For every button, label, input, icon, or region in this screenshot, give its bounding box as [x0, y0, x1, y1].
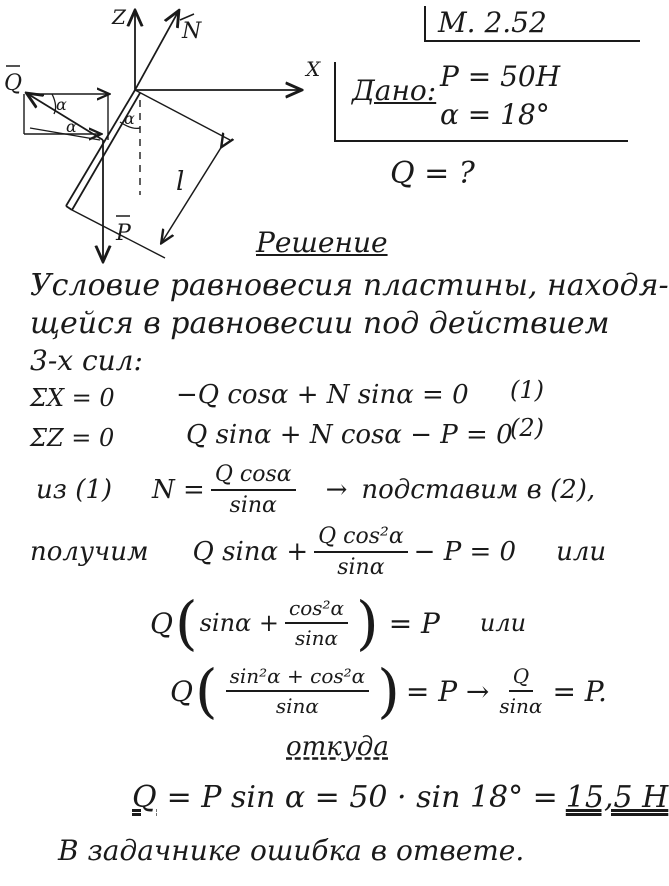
from1-arrow: →: [325, 475, 348, 505]
step3-rhs: = P: [388, 606, 440, 640]
plate-end: [66, 206, 72, 210]
length-arrow: [162, 146, 222, 242]
step4-paren-open: (: [194, 657, 218, 725]
get-rhs: − P = 0: [413, 537, 517, 567]
result-q: Q: [132, 780, 157, 815]
step4-den2: sinα: [499, 694, 543, 718]
step3-paren-close: ): [356, 589, 379, 657]
step4-mid: = P →: [405, 674, 490, 708]
step4-q: Q: [170, 674, 193, 708]
problem-id-box: [424, 6, 640, 42]
n-vector-label: N: [182, 19, 202, 44]
intro-line-3: 3-х сил:: [30, 344, 143, 377]
given-label: Дано:: [352, 74, 437, 107]
from1-suffix: подставим в (2),: [361, 475, 596, 505]
get-line: [30, 524, 606, 580]
get-fraction: [314, 524, 408, 580]
eq2-lhs: ΣZ = 0: [30, 424, 115, 452]
result-value: 15,5 H: [565, 780, 669, 815]
eq2-tag: (2): [510, 414, 544, 442]
x-axis-label: X: [306, 57, 321, 81]
length-label: l: [176, 167, 185, 197]
p-vector-label: P: [116, 221, 131, 246]
step4-paren-close: ): [377, 657, 400, 725]
step3-paren-open: (: [174, 589, 198, 657]
q-vector-label: Q: [4, 71, 23, 96]
eq1-rhs: −Q cosα + N sinα = 0: [176, 380, 469, 410]
step3-line: [150, 589, 527, 657]
step4-den: sinα: [275, 694, 319, 718]
from1-fraction: [211, 462, 296, 518]
from1-n-eq: N =: [152, 475, 205, 505]
alpha-label-3: α: [124, 109, 135, 128]
step4-num: sin²α + cos²α: [226, 664, 370, 692]
alpha-label-2: α: [66, 117, 77, 136]
n-vector: [135, 12, 178, 90]
eq1-lhs: ΣX = 0: [30, 384, 115, 412]
step4-fraction-2: [495, 664, 546, 718]
step3-inner: sinα +: [199, 609, 280, 637]
get-suffix: или: [556, 537, 607, 567]
errata-note: В задачнике ошибка в ответе.: [58, 834, 525, 867]
intro-line-2: щейся в равновесии под действием: [30, 306, 610, 341]
step4-line: [170, 657, 607, 725]
get-den: sinα: [337, 555, 385, 580]
eq2-rhs: Q sinα + N cosα − P = 0: [186, 420, 513, 450]
given-question: Q = ?: [390, 156, 475, 191]
eq1-tag: (1): [510, 376, 544, 404]
get-lhs: Q sinα +: [192, 537, 309, 567]
step3-num: cos²α: [285, 596, 348, 624]
step3-q: Q: [150, 606, 173, 640]
result-line: [132, 780, 668, 815]
incline-line: [135, 90, 230, 140]
get-num: Q cos²α: [314, 524, 408, 553]
hence-text: откуда: [286, 732, 389, 762]
result-expr: = P sin α = 50 · sin 18° =: [166, 780, 558, 815]
given-alpha: α = 18°: [440, 98, 550, 131]
from1-num: Q cosα: [211, 462, 296, 491]
plate-edge-1: [66, 90, 135, 206]
get-prefix: получим: [30, 537, 149, 567]
from1-prefix: из (1): [36, 475, 113, 505]
alpha-label-1: α: [56, 95, 67, 114]
problem-id: M. 2.52: [438, 6, 547, 39]
step3-suffix: или: [479, 609, 527, 637]
intro-line-1: Условие равновесия пластины, находя-: [30, 268, 669, 303]
step4-fraction: [226, 664, 370, 718]
from1-line: [36, 462, 595, 518]
solution-title: Решение: [256, 226, 388, 259]
step4-num2: Q: [509, 664, 533, 692]
step3-den: sinα: [295, 626, 339, 650]
step4-rhs: = P.: [552, 674, 607, 708]
given-p: P = 50H: [440, 60, 561, 93]
step3-fraction: [285, 596, 348, 650]
z-axis-label: Z: [112, 5, 126, 29]
from1-den: sinα: [229, 493, 277, 518]
given-divider: [334, 140, 628, 142]
